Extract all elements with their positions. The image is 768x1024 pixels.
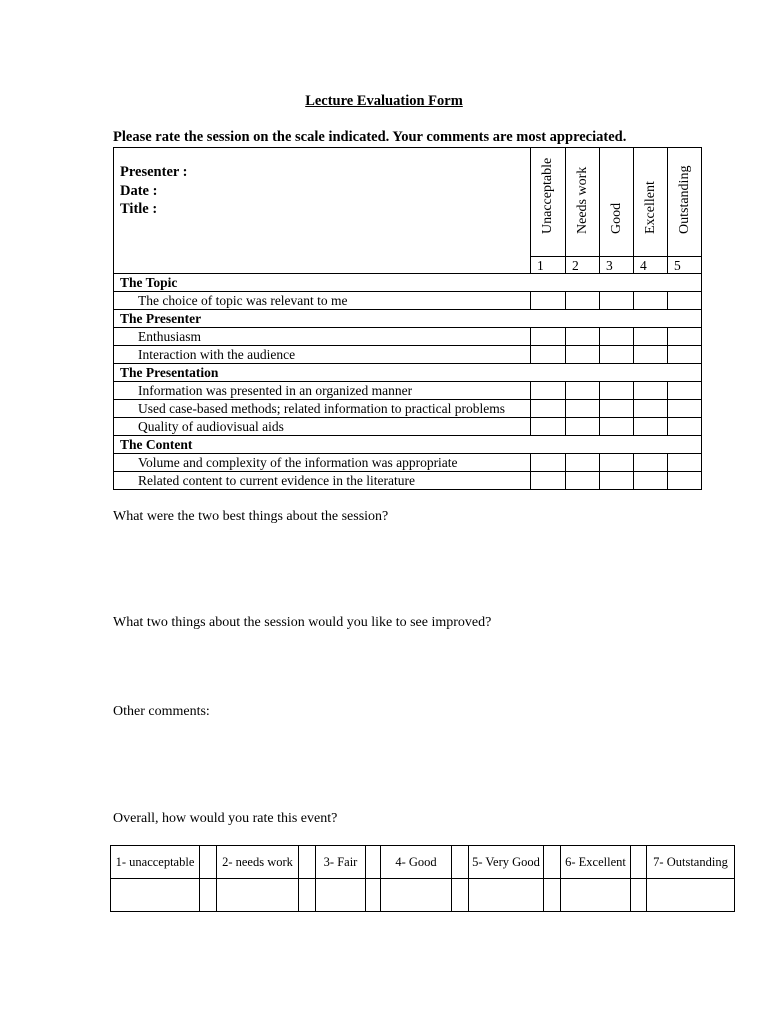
overall-option-label: 2- needs work [217, 846, 299, 879]
scale-number: 1 [531, 257, 566, 274]
overall-answer-cell[interactable] [200, 879, 217, 912]
scale-number: 5 [668, 257, 702, 274]
rating-cell-4[interactable] [634, 400, 668, 418]
table-row [114, 418, 702, 436]
overall-rating-table [110, 845, 735, 912]
question-best-things: What were the two best things about the session? [113, 509, 389, 524]
rating-cell-1[interactable] [531, 454, 566, 472]
overall-option-label: 7- Outstanding [647, 846, 735, 879]
rating-cell-1[interactable] [531, 472, 566, 490]
table-row [114, 472, 702, 490]
table-header-row [114, 148, 702, 257]
scale-header-1 [531, 148, 566, 257]
rating-cell-4[interactable] [634, 328, 668, 346]
rating-cell-1[interactable] [531, 346, 566, 364]
criterion-label: Information was presented in an organized manner [114, 382, 531, 400]
rating-table [113, 147, 702, 490]
rating-cell-1[interactable] [531, 418, 566, 436]
rating-cell-2[interactable] [566, 418, 600, 436]
rating-cell-5[interactable] [668, 382, 702, 400]
rating-cell-4[interactable] [634, 382, 668, 400]
rating-cell-4[interactable] [634, 472, 668, 490]
overall-option-label: 1- unacceptable [111, 846, 200, 879]
rating-cell-2[interactable] [566, 454, 600, 472]
form-instructions: Please rate the session on the scale indicated. Your comments are most appreciated. [113, 129, 627, 145]
session-info-cell [114, 148, 531, 274]
criterion-label: Enthusiasm [114, 328, 531, 346]
table-row [114, 292, 702, 310]
rating-cell-3[interactable] [600, 472, 634, 490]
table-row [114, 454, 702, 472]
overall-option-label: 3- Fair [316, 846, 366, 879]
overall-answer-cell[interactable] [366, 879, 381, 912]
rating-cell-4[interactable] [634, 454, 668, 472]
question-overall-rating: Overall, how would you rate this event? [113, 811, 338, 826]
overall-answer-cell[interactable] [452, 879, 469, 912]
rating-cell-1[interactable] [531, 382, 566, 400]
overall-answer-cell[interactable] [217, 879, 299, 912]
criterion-label: Related content to current evidence in the literature [114, 472, 531, 490]
overall-spacer-cell [544, 846, 561, 879]
scale-number: 3 [600, 257, 634, 274]
rating-cell-2[interactable] [566, 346, 600, 364]
rating-cell-3[interactable] [600, 454, 634, 472]
rating-cell-2[interactable] [566, 292, 600, 310]
section-row [114, 364, 702, 382]
rating-cell-3[interactable] [600, 346, 634, 364]
criterion-label: Used case-based methods; related information to practical problems [114, 400, 531, 418]
criterion-label: Quality of audiovisual aids [114, 418, 531, 436]
rating-cell-2[interactable] [566, 472, 600, 490]
question-improve: What two things about the session would you like to see improved? [113, 615, 492, 630]
table-row [114, 346, 702, 364]
criterion-label: Volume and complexity of the information was appropriate [114, 454, 531, 472]
scale-header-3 [600, 148, 634, 257]
question-other-comments: Other comments: [113, 704, 210, 719]
criterion-label: The choice of topic was relevant to me [114, 292, 531, 310]
overall-answer-cell[interactable] [647, 879, 735, 912]
section-heading: The Presentation [114, 364, 702, 382]
section-heading: The Content [114, 436, 702, 454]
rating-cell-4[interactable] [634, 292, 668, 310]
scale-header-5 [668, 148, 702, 257]
rating-cell-5[interactable] [668, 346, 702, 364]
overall-labels-row [111, 846, 735, 879]
section-row [114, 274, 702, 292]
overall-spacer-cell [299, 846, 316, 879]
rating-cell-3[interactable] [600, 400, 634, 418]
overall-spacer-cell [200, 846, 217, 879]
section-heading: The Topic [114, 274, 702, 292]
overall-option-label: 4- Good [381, 846, 452, 879]
rating-cell-5[interactable] [668, 292, 702, 310]
rating-cell-5[interactable] [668, 418, 702, 436]
overall-spacer-cell [631, 846, 647, 879]
rating-cell-2[interactable] [566, 328, 600, 346]
table-row [114, 400, 702, 418]
section-row [114, 310, 702, 328]
overall-answer-cell[interactable] [631, 879, 647, 912]
rating-cell-3[interactable] [600, 418, 634, 436]
scale-header-4 [634, 148, 668, 257]
presenter-label: Presenter : [120, 164, 188, 180]
form-title: Lecture Evaluation Form [305, 93, 463, 109]
date-label: Date : [120, 182, 158, 199]
scale-number: 4 [634, 257, 668, 274]
rating-cell-4[interactable] [634, 418, 668, 436]
scale-label: Good [608, 202, 624, 234]
overall-option-label: 6- Excellent [561, 846, 631, 879]
table-row [114, 328, 702, 346]
overall-answer-cell[interactable] [316, 879, 366, 912]
scale-label: Excellent [642, 181, 658, 234]
rating-cell-3[interactable] [600, 292, 634, 310]
section-row [114, 436, 702, 454]
scale-label: Unacceptable [540, 157, 555, 234]
overall-answer-cell[interactable] [561, 879, 631, 912]
rating-cell-5[interactable] [668, 454, 702, 472]
overall-answer-cell[interactable] [111, 879, 200, 912]
overall-answer-cell[interactable] [381, 879, 452, 912]
scale-label: Outstanding [676, 165, 692, 234]
overall-spacer-cell [452, 846, 469, 879]
rating-cell-5[interactable] [668, 328, 702, 346]
rating-cell-1[interactable] [531, 292, 566, 310]
rating-cell-2[interactable] [566, 382, 600, 400]
rating-cell-4[interactable] [634, 346, 668, 364]
overall-answer-cell[interactable] [544, 879, 561, 912]
overall-answer-cell[interactable] [299, 879, 316, 912]
rating-cell-5[interactable] [668, 472, 702, 490]
rating-cell-1[interactable] [531, 400, 566, 418]
overall-answer-row [111, 879, 735, 912]
scale-header-2 [566, 148, 600, 257]
section-heading: The Presenter [114, 310, 702, 328]
scale-label: Needs work [574, 166, 590, 234]
overall-answer-cell[interactable] [469, 879, 544, 912]
rating-cell-5[interactable] [668, 400, 702, 418]
criterion-label: Interaction with the audience [114, 346, 531, 364]
title-label: Title : [120, 201, 158, 217]
overall-option-label: 5- Very Good [469, 846, 544, 879]
rating-cell-3[interactable] [600, 328, 634, 346]
rating-cell-3[interactable] [600, 382, 634, 400]
table-row [114, 382, 702, 400]
scale-number: 2 [566, 257, 600, 274]
rating-cell-1[interactable] [531, 328, 566, 346]
rating-cell-2[interactable] [566, 400, 600, 418]
overall-spacer-cell [366, 846, 381, 879]
